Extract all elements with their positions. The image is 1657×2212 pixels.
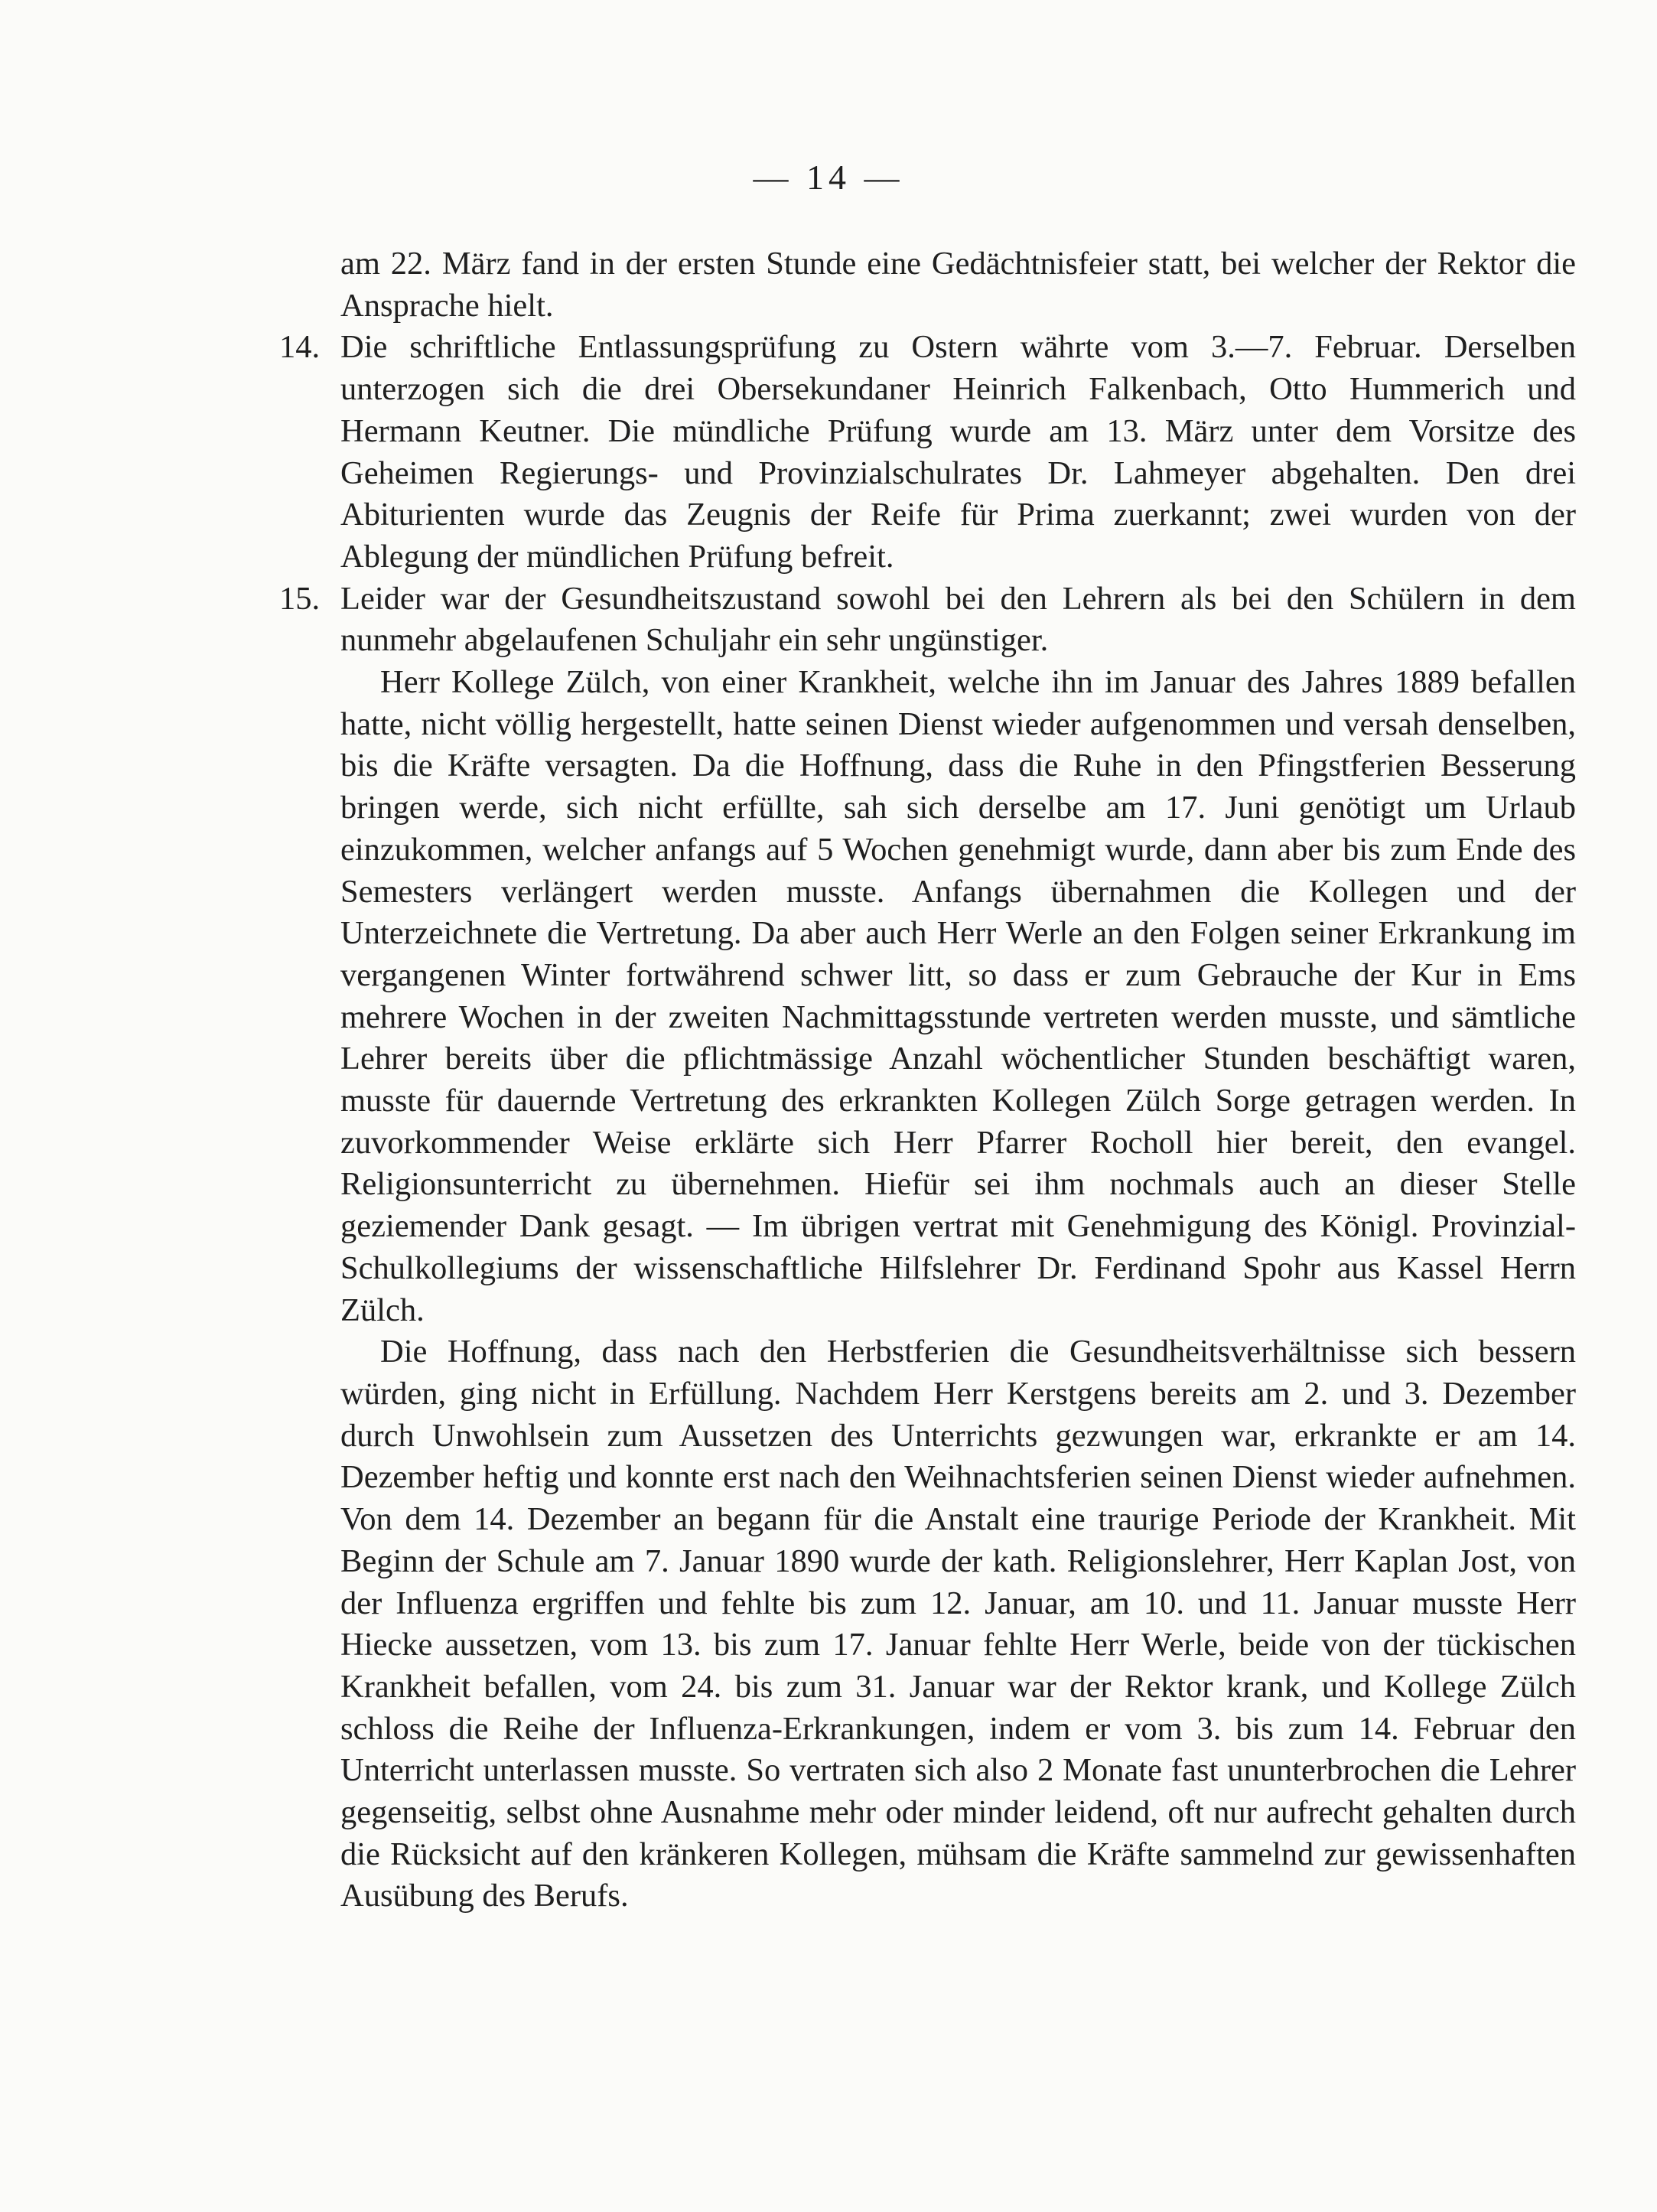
paragraph-hoffnung: Die Hoffnung, dass nach den Herbstferien die Gesundheitsverhältnisse sich bessern würden, ging nicht in Erfüllung. Nachdem Herr Kerstgens bereits am 2. und 3. Dezember durch Unwohlsein zum Aussetzen des Unterrichts gezwungen war, erkrankte er am 14. Dezember heftig und konnte erst nach den Weihnachtsferien seinen Dienst wieder aufnehmen. Von dem 14. Dezember an begann für die Anstalt eine traurige Periode der Krankheit. Mit Beginn der Schule am 7. Januar 1890 wurde der kath. Religionslehrer, Herr Kaplan Jost, von der Influenza ergriffen und fehlte bis zum 12. Januar, am 10. und 11. Januar musste Herr Hiecke aussetzen, vom 13. bis zum 17. Januar fehlte Herr Werle, beide von der tückischen Krankheit befallen, vom 24. bis zum 31. Januar war der Rektor krank, und Kollege Zülch schloss die Reihe der Influenza-Erkrankungen, indem er vom 3. bis zum 14. Februar den Unterricht unterlassen musste. So vertraten sich also 2 Monate fast ununterbrochen die Lehrer gegenseitig, selbst ohne Ausnahme mehr oder minder leidend, oft nur aufrecht gehalten durch die Rücksicht auf den kränkeren Kollegen, mühsam die Kräfte sammelnd zur gewissenhaften Ausübung des Berufs. xyxy=(340,1334,1576,1914)
item-number: 15. xyxy=(279,580,321,617)
item-text: Die schriftliche Entlassungsprüfung zu Ostern währte vom 3.—7. Februar. Derselben unterzogen sich die drei Obersekundaner Heinrich Falkenbach, Otto Hummerich und Hermann Keutner. Die mündliche Prüfung wurde am 13. März unter dem Vorsitze des Geheimen Regierungs- und Provinzialschulrates Dr. Lahmeyer abgehalten. Den drei Abiturienten wurde das Zeugnis der Reife für Prima zuerkannt; zwei wurden von der Ablegung der mündlichen Prüfung befreit. xyxy=(340,329,1576,575)
list-item-14 xyxy=(279,327,1576,578)
paragraph-zuelch: Herr Kollege Zülch, von einer Krankheit, welche ihn im Januar des Jahres 1889 befallen hatte, nicht völlig hergestellt, hatte seinen Dienst wieder aufgenommen und versah denselben, bis die Kräfte versagten. Da die Hoffnung, dass die Ruhe in den Pfingstferien Besserung bringen werde, sich nicht erfüllte, sah sich derselbe am 17. Juni genötigt um Urlaub einzukommen, welcher anfangs auf 5 Wochen genehmigt wurde, dann aber bis zum Ende des Semesters verlängert werden musste. Anfangs übernahmen die Kollegen und der Unterzeichnete die Vertretung. Da aber auch Herr Werle an den Folgen seiner Erkrankung im vergangenen Winter fortwährend schwer litt, so dass er zum Gebrauche der Kur in Ems mehrere Wochen in der zweiten Nachmittagsstunde vertreten werden musste, und sämtliche Lehrer bereits über die pflichtmässige Anzahl wöchentlicher Stunden beschäftigt waren, musste für dauernde Vertretung des erkrankten Kollegen Zülch Sorge getragen werden. In zuvorkommender Weise erklärte sich Herr Pfarrer Rocholl hier bereit, den evangel. Religionsunterricht zu übernehmen. Hiefür sei ihm nochmals auch an dieser Stelle geziemender Dank gesagt. — Im übrigen vertrat mit Genehmigung des Königl. Provinzial-Schulkollegiums der wissenschaftliche Hilfslehrer Dr. Ferdinand Spohr aus Kassel Herrn Zülch. xyxy=(340,664,1576,1328)
page-number: — 14 — xyxy=(753,158,904,197)
list-item-15 xyxy=(279,578,1576,662)
item-number: 14. xyxy=(279,329,321,366)
paragraph-continuation: am 22. März fand in der ersten Stunde eine Gedächtnisfeier statt, bei welcher der Rektor die Ansprache hielt. xyxy=(340,246,1576,324)
item-text: Leider war der Gesundheitszustand sowohl bei den Lehrern als bei den Schülern in dem nunmehr abgelaufenen Schuljahr ein sehr ungünstiger. xyxy=(340,580,1576,659)
body-text xyxy=(279,243,1576,1917)
